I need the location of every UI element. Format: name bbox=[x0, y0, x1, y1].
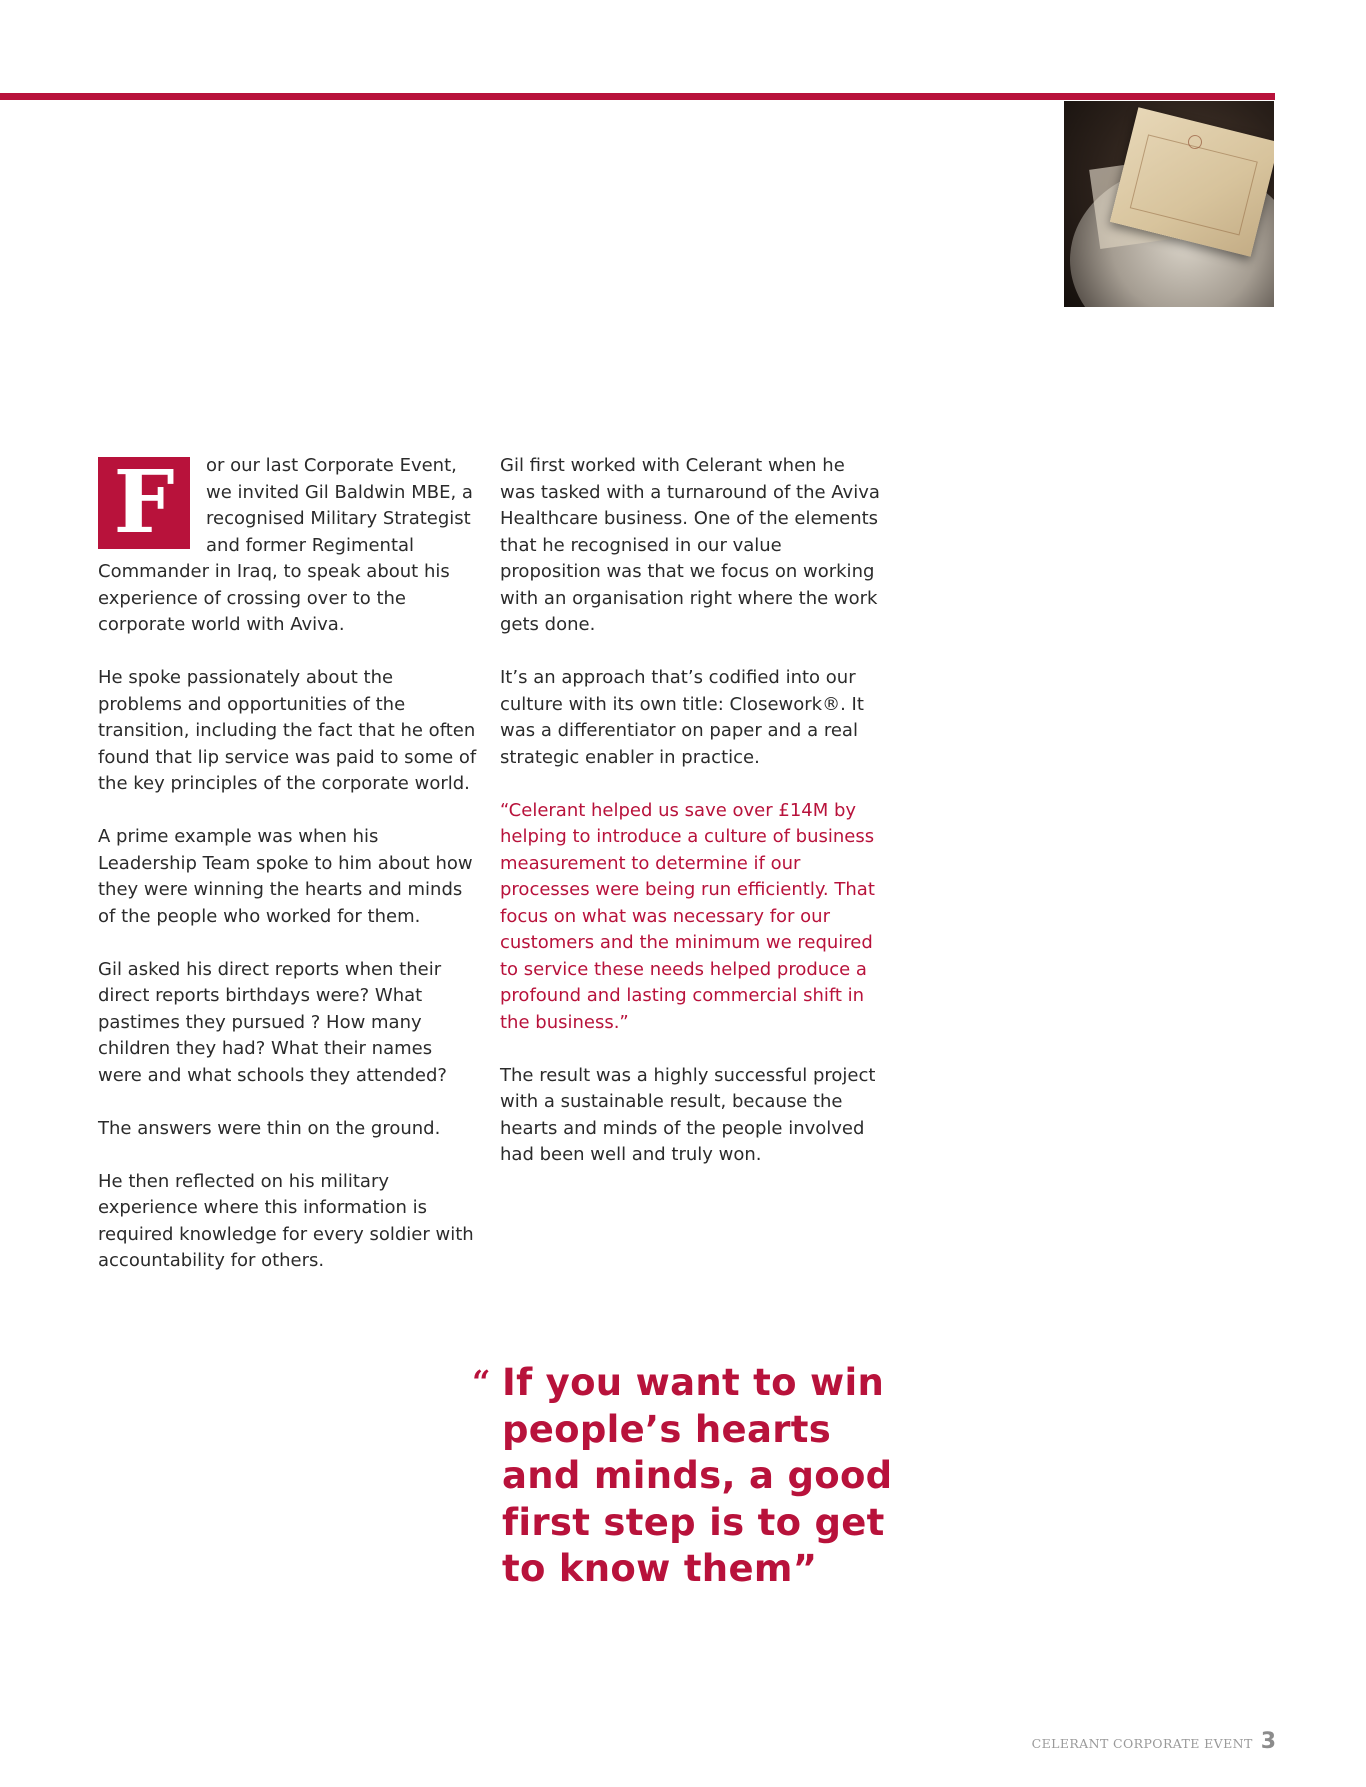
client-quote: “Celerant helped us save over £14M by helping to introduce a culture of business measurement to determine if our processes were being run efficiently. That focus on what was necessary for our customers and the minimum we required to service these needs helped produce a profound and lasting commercial shift in the business.” bbox=[500, 799, 875, 1033]
page-footer bbox=[1032, 1729, 1276, 1754]
intro-text: or our last Corporate Event, we invited Gil Baldwin MBE, a recognised Military Strategist and former Regimental Commander in Iraq, to speak about his experience of crossing over to the corporate world with Aviva. bbox=[98, 455, 473, 635]
event-photo bbox=[1064, 101, 1274, 307]
paragraph: Gil asked his direct reports when their direct reports birthdays were? What pastimes they pursued ? How many children they had? What their names were and what schools they attended? bbox=[98, 958, 447, 1086]
paragraph: It’s an approach that’s codified into our culture with its own title: Closework®. It was a differentiator on paper and a real strategic enabler in practice. bbox=[500, 667, 864, 768]
paragraph: He spoke passionately about the problems and opportunities of the transition, including the fact that he often found that lip service was paid to some of the key principles of the corporate world. bbox=[98, 667, 477, 794]
drop-cap: F bbox=[98, 457, 190, 549]
article-column-right bbox=[500, 453, 880, 1195]
pull-quote-text: If you want to win people’s hearts and minds, a good first step is to get to know them” bbox=[502, 1361, 893, 1590]
header-rule bbox=[0, 93, 1275, 100]
pull-quote bbox=[472, 1360, 912, 1593]
footer-label: CELERANT CORPORATE EVENT bbox=[1031, 1736, 1253, 1751]
paragraph: A prime example was when his Leadership Team spoke to him about how they were winning the hearts and minds of the people who worked for them. bbox=[98, 826, 473, 927]
paragraph: Gil first worked with Celerant when he was tasked with a turnaround of the Aviva Healthcare business. One of the elements that he recognised in our value proposition was that we focus on working with an organisation right where the work gets done. bbox=[500, 455, 880, 635]
article-column-left bbox=[98, 453, 478, 1301]
intro-paragraph bbox=[98, 453, 478, 639]
paragraph: He then reflected on his military experience where this information is required knowledge for every soldier with accountability for others. bbox=[98, 1170, 474, 1271]
paragraph: The result was a highly successful project with a sustainable result, because the hearts and minds of the people involved had been well and truly won. bbox=[500, 1064, 876, 1165]
paragraph: The answers were thin on the ground. bbox=[98, 1117, 441, 1139]
open-quote-mark: “ bbox=[472, 1363, 491, 1401]
page-number: 3 bbox=[1260, 1729, 1276, 1754]
